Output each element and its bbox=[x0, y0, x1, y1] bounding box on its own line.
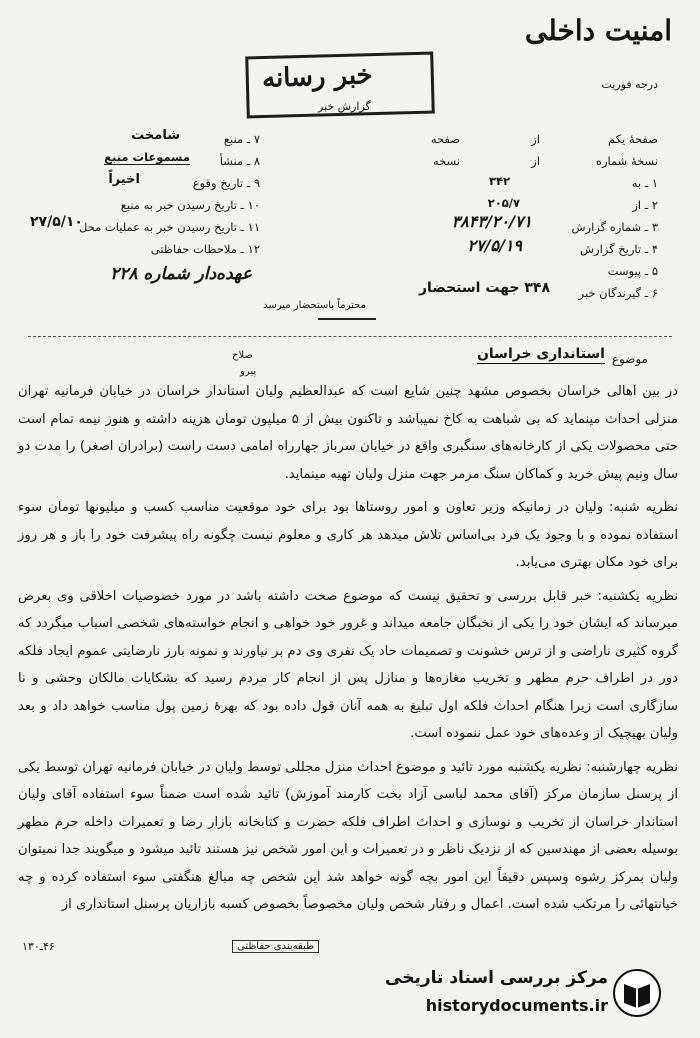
field-source-label: ۷ ـ منبع bbox=[223, 132, 260, 146]
field-origin-value: مسموعات منبع bbox=[104, 150, 190, 164]
field-source-date-label: ۱۰ ـ تاریخ رسیدن خبر به منبع bbox=[120, 198, 260, 212]
watermark-url: historydocuments.ir bbox=[425, 996, 608, 1015]
footer-security-stamp: طبقه‌بندی حفاظتی bbox=[232, 940, 319, 953]
field-occurrence-value: اخیراً bbox=[108, 172, 140, 187]
subject-mark-1: صلاح bbox=[232, 350, 253, 361]
field-origin-label: ۸ ـ منشأ bbox=[219, 154, 260, 168]
field-ops-date-label: ۱۱ ـ تاریخ رسیدن خبر به عملیات محل bbox=[78, 220, 260, 234]
stamp-subtitle: گزارش خبر bbox=[318, 100, 371, 113]
subject-value: استانداری خراسان bbox=[476, 346, 605, 362]
report-body bbox=[18, 378, 678, 925]
field-attachment-label: ۵ ـ پیوست bbox=[607, 264, 658, 278]
field-security-label: ۱۲ ـ ملاحظات حفاظتی bbox=[150, 242, 260, 256]
paragraph-saturday: نظریه شنبه: ولیان در زمانیکه وزیر تعاون و امور روستاها بود برای خود موقعیت مناسب کسب و میلیونها تومان سوء استفاده نموده و با وجود یک فرد بی‌اساس تلاش میدهد هر کاری و معلوم نیست چگونه راه پیشرفت خود را باز و هر روز برای خود مکان بهتری می‌یابد. bbox=[18, 500, 678, 570]
watermark-text: مرکز بررسی اسناد تاریخی bbox=[385, 968, 608, 988]
subject-mark-2: پیرو bbox=[240, 366, 257, 377]
field-report-date-label: ۴ ـ تاریخ گزارش bbox=[579, 242, 658, 256]
field-page-of: از bbox=[531, 132, 540, 146]
field-page-unit: صفحه bbox=[430, 132, 460, 146]
book-logo-icon bbox=[612, 968, 662, 1018]
field-to-value: ۳۴۲ bbox=[488, 174, 510, 188]
footer-number: ۴۶ـ۱۳۰ bbox=[22, 940, 55, 953]
field-recipients-value: ۳۴۸ جهت استحضار bbox=[418, 280, 550, 296]
underline-mark bbox=[318, 318, 376, 320]
field-report-number-label: ۳ ـ شماره گزارش bbox=[571, 220, 658, 234]
field-copy-label: نسخهٔ شماره bbox=[595, 154, 658, 168]
field-copy-of: از bbox=[531, 154, 540, 168]
paragraph-sunday: نظریه یکشنبه: خبر قابل بررسی و تحقیق نیست که موضوع صحت داشته باشد در مورد خصوصیات اخلاقی وی بعرض میرساند که ایشان خود را یکی از نخبگان جامعه میداند و غرور خود خواهی و انجام خواسته‌های شخصی اسباب میگردد که گروه کثیری ناراضی و از ترس خشونت و تصمیمات حاد یک نفری وی دم بر نیاورند و نمونه بارز نارضایتی عموم ایجاد فلکه دور در اطراف حرم مطهر و تخریب مغازه‌ها و منازل پس از انجام کار مردم رسید که بشکایات مالکان وحشی و نا سازگاری است زیرا هنگام احداث فلکه اول تبلیغ به همه آنان قول داده بود که بهرهٔ زمین پول مناسب خواهد داد و بعد ولیان بهیچیک از وعده‌های خود عمل ننموده است. bbox=[18, 588, 678, 741]
paragraph-report: در بین اهالی خراسان بخصوص مشهد چنین شایع است که عبدالعظیم ولیان استاندار خراسان در خیابان فرمانیه تهران منزلی احداث مینماید که بی شباهت به کاخ نمیباشد و تاکنون بیش از ۵ میلیون تومان هزینه داشته و هنوز نیمه تمام است حتی محصولات یکی از کارخانه‌های سنگبری واقع در خیابان سرباز جهارراه امامی دست راست (برادران اصغر) را مدت دو سال ونیم پیش خرید و کماکان سنگ مرمر جهت منزل ولیان تهیه مینماید. bbox=[18, 384, 678, 482]
handwritten-handler: عهده‌دار شماره ۲۲۸ bbox=[110, 264, 252, 284]
priority-label: درجه فوریت bbox=[601, 78, 658, 91]
stamp-title: خبر رسانه bbox=[261, 60, 374, 94]
field-ops-date-value: ۲۷/۵/۱۰ bbox=[30, 214, 83, 230]
field-to-label: ۱ ـ به bbox=[631, 176, 658, 190]
field-copy-unit: نسخه bbox=[432, 154, 460, 168]
header-separator bbox=[28, 336, 672, 337]
paragraph-wednesday: نظریه چهارشنبه: نظریه یکشنبه مورد تائید و موضوع احداث منزل مجللی توسط ولیان در خیابان فرمانیه تهران توسط یکی از پرسنل سازمان مرکز (آقای محمد لباسی آزاد بخت کارمند آموزش) تائید شده است ضمناً سوء استفاده آقای ولیان استاندار خراسان از تخریب و نوسازی و احداث اطراف فلکه حضرت و کتابخانه بازار رضا و تعمیرات داخله حرم مطهر بوسیله بعضی از مهندسین که از نزدیک ناظر و در تعمیرات و این امور شخص نیز هستند تائید میشود و میگویند جدا نمیتوان ولیان بمرکز رشوه وسپس دقیقاً این امور بچه گونه خواهد شد این شخص چه مبالغ هنگفتی سوء استفاده کرده و چه خیانتهائی را مرتکب شده است. اعمال و رفتار شخص ولیان مخصوصاً بخصوص کسبه بازاریان پرسنل استانداری از bbox=[18, 759, 678, 912]
field-page-label: صفحهٔ یکم bbox=[607, 132, 658, 146]
field-from-value: ۲۰۵/۷ bbox=[487, 196, 520, 210]
brand-title: امنیت داخلی bbox=[524, 14, 672, 47]
field-source-value: شامخت bbox=[131, 128, 180, 143]
respectful-note: محترماً باستحضار میرسد bbox=[263, 300, 366, 311]
field-report-number-value: ۳۸۴۳/۲۰/۷۱ bbox=[451, 212, 532, 231]
field-recipients-label: ۶ ـ گیرندگان خبر bbox=[578, 286, 658, 300]
field-report-date-value: ۲۷/۵/۱۹ bbox=[467, 236, 522, 255]
field-from-label: ۲ ـ از bbox=[632, 198, 658, 212]
field-occurrence-label: ۹ ـ تاریخ وقوع bbox=[192, 176, 260, 190]
subject-label: موضوع bbox=[611, 352, 648, 366]
